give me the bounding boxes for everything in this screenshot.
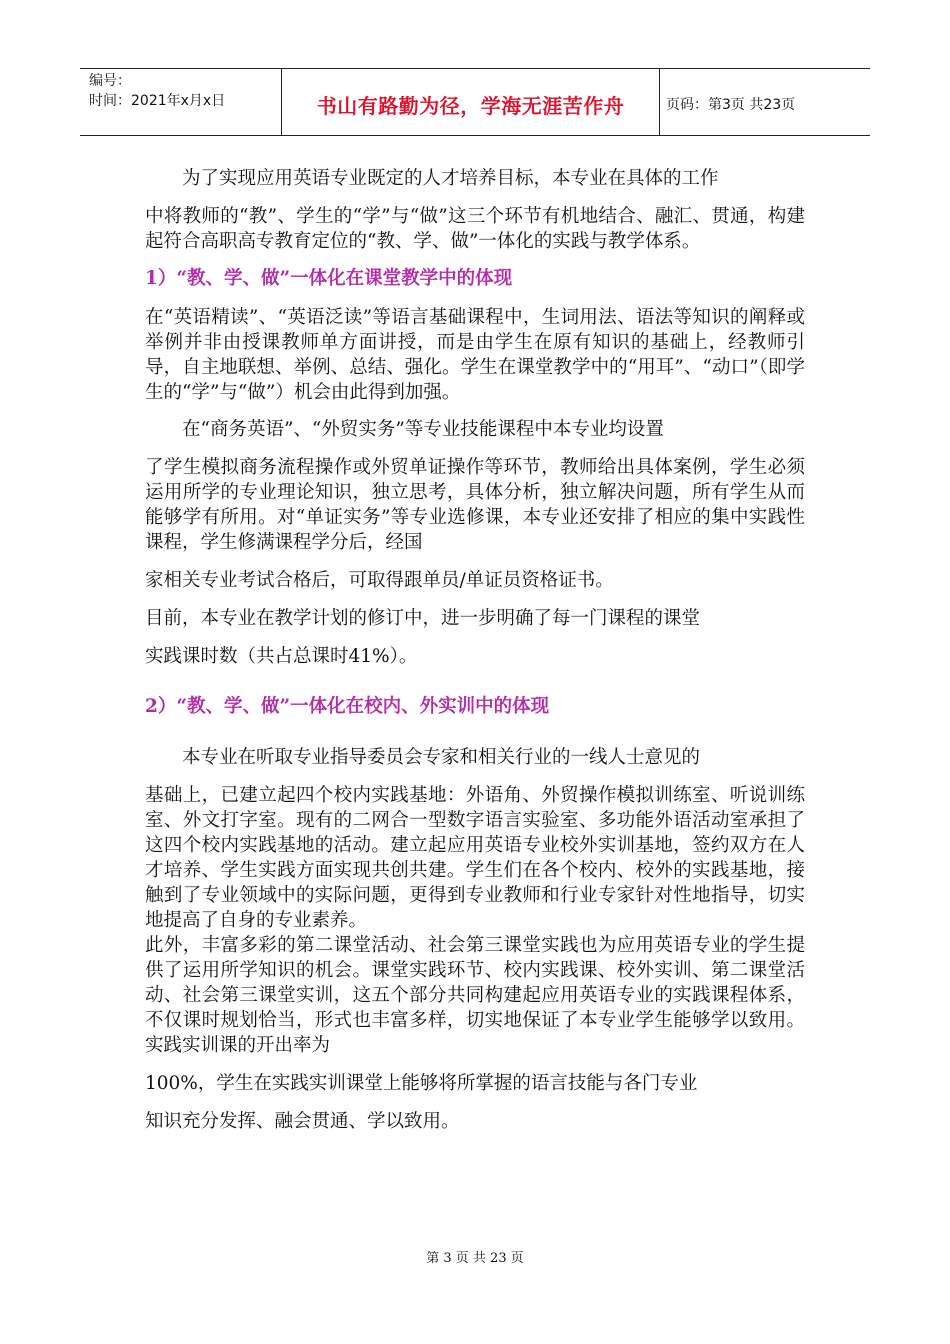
section-heading-1: 1）“教、学、做”一体化在课堂教学中的体现 <box>145 268 513 289</box>
header-meta <box>80 69 282 135</box>
paragraph-4-last-line: 实践课时数（共占总课时41%）。 <box>145 646 418 667</box>
paragraph-5-first-line: 本专业在听取专业指导委员会专家和相关行业的一线人士意见的 <box>182 747 701 768</box>
paragraph-1-first-line: 为了实现应用英语专业既定的人才培养目标，本专业在具体的工作 <box>182 168 719 189</box>
paragraph-4: 目前，本专业在教学计划的修订中，进一步明确了每一门课程的课堂 <box>145 608 701 629</box>
paragraph-6: 此外，丰富多彩的第二课堂活动、社会第三课堂实践也为应用英语专业的学生提供了运用所学知识的机会。课堂实践环节、校内实践课、校外实训、第二课堂活动、社会第三课堂实训，这五个部分共同构建起应用英语专业的实践课程体系，不仅课时规划恰当，形式也丰富多样，切实地保证了本专业学生能够学以致用。实践实训课的开出率为 <box>145 935 805 1056</box>
document-body <box>145 166 805 1134</box>
paragraph-3-last-line: 家相关专业考试合格后，可取得跟单员/单证员资格证书。 <box>145 570 614 591</box>
paragraph-5: 基础上，已建立起四个校内实践基地：外语角、外贸操作模拟训练室、听说训练室、外文打字室。现有的二网合一型数字语言实验室、多功能外语活动室承担了这四个校内实践基地的活动。建立起应用英语专业校外实训基地，签约双方在人才培养、学生实践方面实现共创共建。学生们在各个校内、校外的实践基地，接触到了专业领域中的实际问题，更得到专业教师和行业专家针对性地指导，切实地提高了自身的专业素养。 <box>145 785 805 931</box>
header-page-info: 页码：第3页 共23页 <box>666 97 796 113</box>
page-header <box>80 68 870 136</box>
paragraph-2: 在“英语精读”、“英语泛读”等语言基础课程中，生词用法、语法等知识的阐释或举例并非由授课教师单方面讲授，而是由学生在原有知识的基础上，经教师引导，自主地联想、举例、总结、强化。学生在课堂教学中的“用耳”、“动口”（即学生的“学”与“做”）机会由此得到加强。 <box>145 307 805 403</box>
page-footer: 第 3 页 共 23 页 <box>426 1251 524 1266</box>
paragraph-6-mid-line: 100%，学生在实践实训课堂上能够将所掌握的语言技能与各门专业 <box>145 1073 698 1094</box>
paragraph-6-last-line: 知识充分发挥、融会贯通、学以致用。 <box>145 1111 460 1132</box>
paragraph-3-first-line: 在“商务英语”、“外贸实务”等专业技能课程中本专业均设置 <box>182 419 664 440</box>
time-label: 时间：2021年x月x日 <box>89 93 226 109</box>
code-label: 编号： <box>89 73 131 89</box>
paragraph-3: 了学生模拟商务流程操作或外贸单证操作等环节，教师给出具体案例，学生必须运用所学的专业理论知识，独立思考，具体分析，独立解决问题，所有学生从而能够学有所用。对“单证实务”等专业选修课，本专业还安排了相应的集中实践性课程，学生修满课程学分后，经国 <box>145 457 805 553</box>
section-heading-2: 2）“教、学、做”一体化在校内、外实训中的体现 <box>145 696 550 717</box>
paragraph-1: 中将教师的“教”、学生的“学”与“做”这三个环节有机地结合、融汇、贯通，构建起符合高职高专教育定位的“教、学、做”一体化的实践与教学体系。 <box>145 206 805 252</box>
header-motto: 书山有路勤为径，学海无涯苦作舟 <box>282 69 660 135</box>
